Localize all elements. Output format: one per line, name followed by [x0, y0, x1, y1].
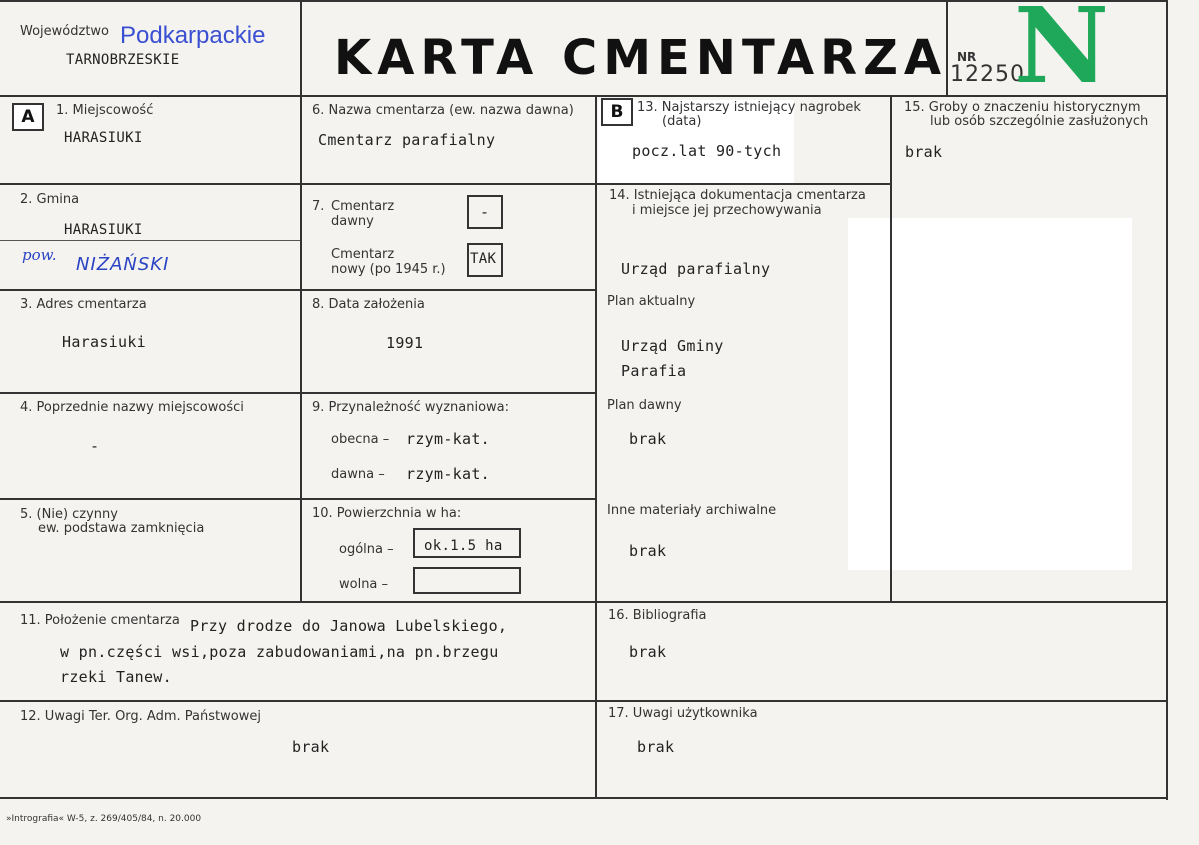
row-line-3 [0, 392, 596, 394]
field-7-dawny-2: dawny [331, 214, 374, 229]
plan-aktualny-line-2: Parafia [621, 362, 687, 380]
field-12-label: 12. Uwagi Ter. Org. Adm. Państwowej [20, 709, 261, 724]
plan-aktualny-label: Plan aktualny [607, 294, 696, 309]
field-2-label: 2. Gmina [20, 192, 80, 207]
row-line-2 [0, 289, 596, 291]
field-12-value: brak [292, 738, 330, 756]
field-14-value: Urząd parafialny [621, 260, 771, 278]
field-8-value: 1991 [386, 334, 424, 352]
row-line-1 [0, 183, 596, 185]
field-10-wolna-box [413, 567, 521, 594]
row-line-5 [0, 601, 1168, 603]
field-1-value: HARASIUKI [64, 130, 143, 146]
field-9-obecna-label: obecna – [331, 432, 390, 447]
pow-label: pow. [22, 246, 57, 264]
field-13-label-1: 13. Najstarszy istniejący nagrobek [637, 100, 861, 115]
field-14-label-2: i miejsce jej przechowywania [632, 203, 822, 218]
field-15-label-1: 15. Groby o znaczeniu historycznym [904, 100, 1141, 115]
field-15-value: brak [905, 143, 943, 161]
field-7-nowy-2: nowy (po 1945 r.) [331, 262, 446, 277]
plan-dawny-label: Plan dawny [607, 398, 682, 413]
section-b-marker: B [601, 98, 633, 126]
plan-dawny-value: brak [629, 430, 667, 448]
field-4-label: 4. Poprzednie nazwy miejscowości [20, 400, 244, 415]
field-10-ogolna-label: ogólna – [339, 542, 394, 557]
field-5-label-2: ew. podstawa zamknięcia [38, 521, 205, 536]
field-7-dawny-1: Cmentarz [331, 199, 395, 214]
field-13-label-2: (data) [662, 114, 702, 129]
category-mark: N [1014, 0, 1110, 107]
field-17-value: brak [637, 738, 675, 756]
plan-aktualny-line-1: Urząd Gminy [621, 337, 724, 355]
field-16-label: 16. Bibliografia [608, 608, 707, 623]
field-15-label-2: lub osób szczególnie zasłużonych [930, 114, 1149, 129]
field-6-label: 6. Nazwa cmentarza (ew. nazwa dawna) [312, 103, 574, 118]
field-11-line-1: Przy drodze do Janowa Lubelskiego, [190, 617, 508, 635]
field-9-dawna-value: rzym-kat. [406, 465, 490, 483]
field-3-value: Harasiuki [62, 333, 146, 351]
frame-right [1166, 0, 1168, 800]
col-divider-2 [595, 96, 597, 798]
field-3-label: 3. Adres cmentarza [20, 297, 147, 312]
field-9-label: 9. Przynależność wyznaniowa: [312, 400, 510, 415]
field-7-nowy-1: Cmentarz [331, 247, 395, 262]
col-divider-3 [890, 96, 892, 602]
field-8-label: 8. Data założenia [312, 297, 425, 312]
field-5-label-1: 5. (Nie) czynny [20, 507, 118, 522]
field-7-label: 7. [312, 199, 325, 214]
wojewodztwo-typed: TARNOBRZESKIE [66, 52, 180, 68]
print-imprint: »Intrografia« W-5, z. 269/405/84, n. 20.000 [6, 814, 202, 824]
field-16-value: brak [629, 643, 667, 661]
field-4-value: - [90, 437, 100, 455]
frame-top [0, 0, 1168, 2]
page-title: KARTA CMENTARZA [334, 30, 948, 86]
row-line-6 [0, 700, 1168, 702]
field-17-label: 17. Uwagi użytkownika [608, 706, 758, 721]
wojewodztwo-stamp: Podkarpackie [120, 22, 266, 49]
frame-bottom [0, 797, 1168, 799]
col-divider-1 [300, 96, 302, 602]
field-13-value: pocz.lat 90-tych [632, 142, 782, 160]
field-14-label-1: 14. Istniejąca dokumentacja cmentarza [609, 188, 866, 203]
field-7-dawny-value: - [480, 203, 490, 221]
field-9-obecna-value: rzym-kat. [406, 430, 490, 448]
inne-materialy-label: Inne materiały archiwalne [607, 503, 777, 518]
field-11-line-2: w pn.części wsi,poza zabudowaniami,na pn.brzegu [60, 643, 499, 661]
field-9-dawna-label: dawna – [331, 467, 385, 482]
header-v1 [300, 0, 302, 96]
field-10-ogolna-value: ok.1.5 ha [424, 538, 503, 554]
inne-materialy-value: brak [629, 542, 667, 560]
section-a-marker: A [12, 103, 44, 131]
pow-value: NIŻAŃSKI [76, 254, 170, 275]
nr-label: NR [957, 50, 977, 64]
field-10-label: 10. Powierzchnia w ha: [312, 506, 462, 521]
row-line-b1 [595, 183, 891, 185]
field-7-nowy-value: TAK [470, 251, 497, 267]
header-divider [0, 95, 1168, 97]
field-1-label: 1. Miejscowość [56, 103, 154, 118]
row-line-4 [0, 498, 596, 500]
gmina-underline [0, 240, 300, 241]
field-10-wolna-label: wolna – [339, 577, 389, 592]
nr-value: 12250 [950, 62, 1025, 87]
field-2-value: HARASIUKI [64, 222, 143, 238]
field-11-line-3: rzeki Tanew. [60, 668, 172, 686]
field-6-value: Cmentarz parafialny [318, 131, 496, 149]
wojewodztwo-label: Województwo [20, 24, 110, 39]
field-11-label: 11. Położenie cmentarza [20, 613, 180, 628]
